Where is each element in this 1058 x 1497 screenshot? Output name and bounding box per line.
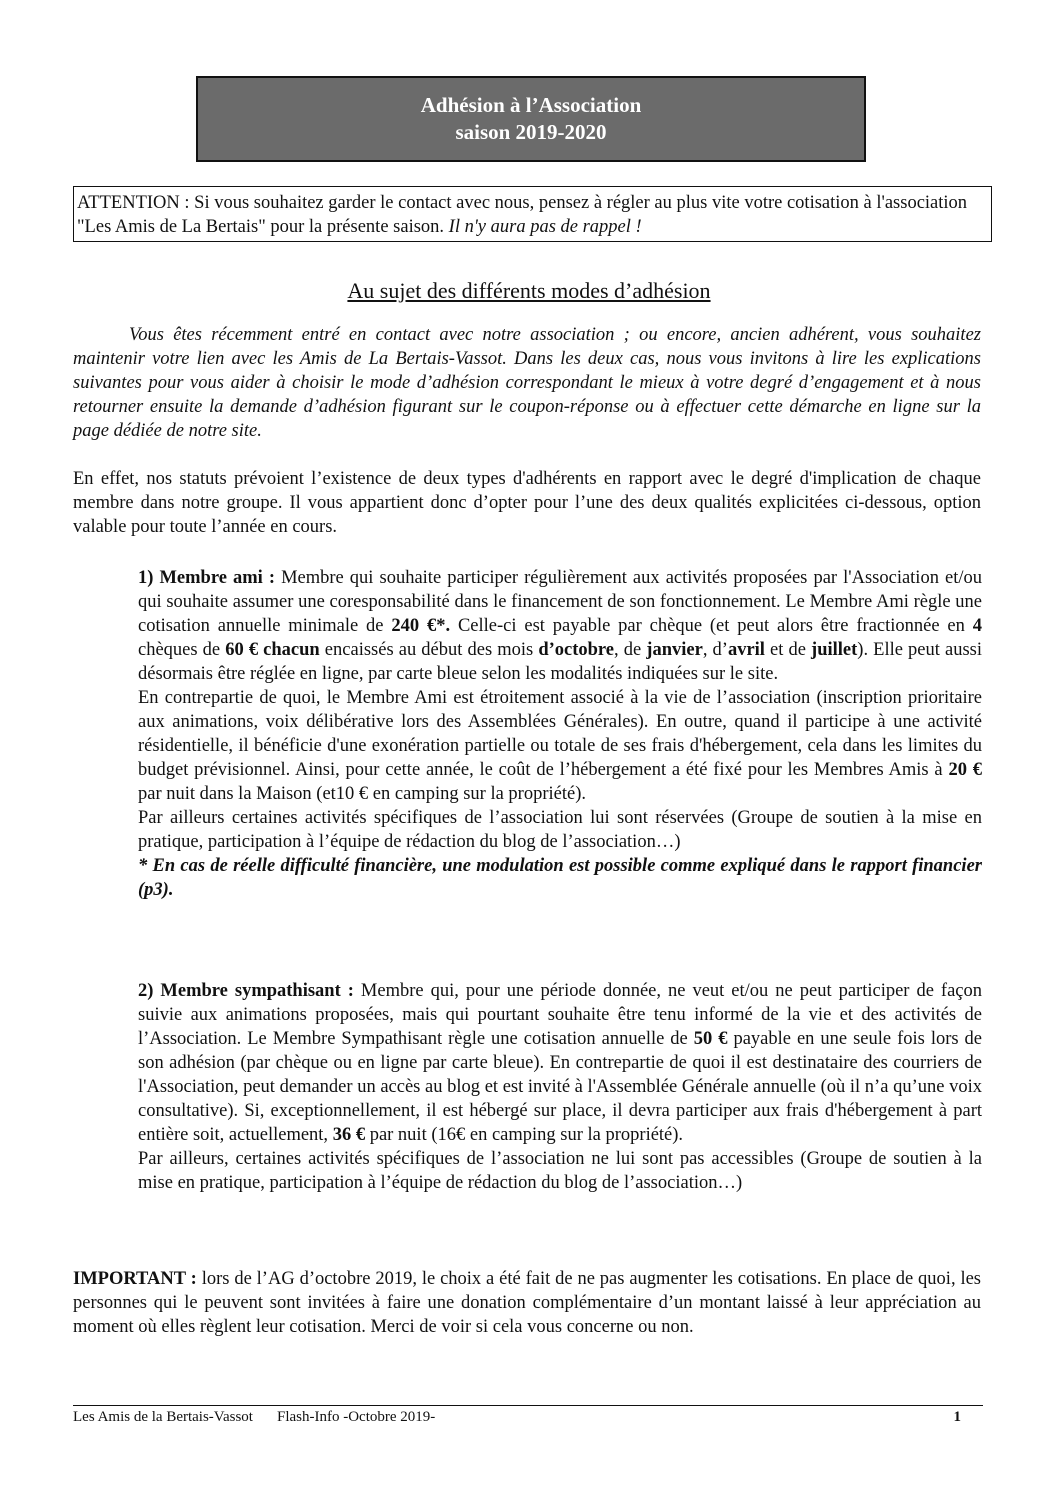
month-avril: avril [727, 640, 765, 660]
membre-ami-label: 1) Membre ami : [138, 568, 282, 588]
intro-paragraph: Vous êtes récemment entré en contact avec notre association ; ou encore, ancien adhérent, vous souhaitez maintenir votre lien avec les Amis de La Bertais-Vassot. Dans les deux cas, nous vous invitons à lire les explications suivantes pour vous aider à choisir le mode d’adhésion correspondant le mieux à votre degré d’engagement et à nous retourner ensuite la demande d’adhésion figurant sur le coupon-réponse ou à effectuer cette démarche en ligne sur la page dédiée de notre site. [73, 325, 981, 441]
membre-sympathisant-paragraph [138, 979, 982, 1195]
membre-ami-p2-end: par nuit dans la Maison (et10 € en camping sur la propriété). [138, 784, 586, 804]
membre-ami-text-4: encaissés au début des mois [319, 640, 539, 660]
membre-ami-text-1: Membre qui souhaite participer régulièrement aux activités proposées par l'Association et/ou qui souhaite assumer une coresponsabilité dans le financement de son fonctionnement. Le Membre Ami règle une cotisation annuelle minimale de [138, 568, 982, 636]
membre-sympathisant-label: 2) Membre sympathisant : [138, 981, 361, 1001]
attention-label: ATTENTION : [77, 193, 195, 213]
page-footer [73, 1409, 983, 1426]
membre-sympathisant-text-2: payable en une seule fois lors de son adhésion (par chèque ou en ligne par carte bleue). En contrepartie de quoi il est destinataire des courriers de l'Association, peut demander un accès au blog et est invité à l'Assemblée Générale annuelle (où il n’a qu’une voix consultative). Si, exceptionnellement, il est hébergé sur place, il devra participer aux frais d'hébergement à part entière soit, actuellement, [138, 1029, 983, 1145]
section-subheading: Au sujet des différents modes d’adhésion [347, 278, 711, 303]
membre-ami-text-5: , de [614, 640, 647, 660]
membre-ami-text-2: Celle-ci est payable par chèque (et peut alors être fractionnée en [450, 616, 973, 636]
membre-ami-text-7: et de [764, 640, 812, 660]
important-label: IMPORTANT : [73, 1269, 202, 1289]
attention-text: Si vous souhaitez garder le contact avec nous, pensez à régler au plus vite votre cotisation à l'association "Les Amis de La Bertais" pour la présente saison. [77, 193, 968, 237]
month-juillet: juillet [811, 640, 858, 660]
important-text: lors de l’AG d’octobre 2019, le choix a été fait de ne pas augmenter les cotisations. En place de quoi, les personnes qui le peuvent sont invitées à faire une donation complémentaire d’un montant laissé à leur appréciation au moment où elles règlent leur cotisation. Merci de voir si cela vous concerne ou non. [73, 1269, 981, 1337]
page-number: 1 [953, 1409, 961, 1425]
statuts-paragraph: En effet, nos statuts prévoient l’existence de deux types d'adhérents en rapport avec le degré d'implication de chaque membre dans notre groupe. Il vous appartient donc d’opter pour l’une des deux qualités explicitées ci-dessous, option valable pour toute l’année en cours. [73, 469, 981, 537]
membre-ami-p2-text: En contrepartie de quoi, le Membre Ami est étroitement associé à la vie de l’association (inscription prioritaire aux animations, voix délibérative lors des Assemblées Générales). En outre, quand il participe à une activité résidentielle, il bénéficie d'une exonération partielle ou totale de ses frais d'hébergement, cela dans les limites du budget prévisionnel. Ainsi, pour cette année, le coût de l’hébergement a été fixé pour les Membres Amis à [138, 688, 982, 780]
membre-ami-text-6: , d’ [702, 640, 728, 660]
membre-ami-night-amount: 20 € [948, 760, 982, 780]
membre-ami-amount: 240 €*. [391, 616, 451, 636]
membre-ami-paragraph [138, 566, 982, 902]
membre-ami-note: * En cas de réelle difficulté financière, une modulation est possible comme expliqué dans le rapport financier (p3). [138, 856, 982, 900]
membre-ami-cheques: 4 [972, 616, 982, 636]
membre-ami-cheque-amount: 60 € chacun [225, 640, 320, 660]
membre-ami-text-3: chèques de [138, 640, 226, 660]
membre-sympathisant-amount: 50 € [693, 1029, 728, 1049]
footer-org: Les Amis de la Bertais-Vassot [73, 1409, 253, 1425]
attention-emphasis: Il n'y aura pas de rappel ! [448, 217, 642, 237]
title-line-1: Adhésion à l’Association [420, 93, 642, 117]
membre-ami-activities: Par ailleurs certaines activités spécifiques de l’association lui sont réservées (Groupe de soutien à la mise en pratique, participation à l’équipe de rédaction du blog de l’association…) [138, 808, 982, 852]
membre-sympathisant-text-1: Membre qui, pour une période donnée, ne veut et/ou ne peut participer de façon suivie aux animations proposées, mais qui pourtant souhaite être tenu informé de la vie et des activités de l’Association. Le Membre Sympathisant règle une cotisation annuelle de [138, 981, 982, 1049]
membre-ami-text-8: ). Elle peut aussi désormais être réglée en ligne, par carte bleue selon les modalités indiquées sur le site. [138, 640, 983, 684]
month-janvier: janvier [646, 640, 703, 660]
attention-box [73, 186, 992, 242]
membre-sympathisant-night-amount: 36 € [332, 1125, 366, 1145]
membre-ami-counterpart [138, 686, 982, 806]
important-paragraph [73, 1267, 981, 1339]
footer-issue: Flash-Info -Octobre 2019- [276, 1409, 436, 1425]
membre-sympathisant-text-3: par nuit (16€ en camping sur la propriété). [365, 1125, 684, 1145]
title-line-2: saison 2019-2020 [455, 120, 607, 144]
title-banner [196, 76, 866, 162]
membre-sympathisant-activities: Par ailleurs, certaines activités spécifiques de l’association ne lui sont pas accessibles (Groupe de soutien à la mise en pratique, participation à l’équipe de rédaction du blog de l’association…) [138, 1149, 982, 1193]
month-octobre: d’octobre [538, 640, 615, 660]
footer-divider [73, 1405, 983, 1406]
